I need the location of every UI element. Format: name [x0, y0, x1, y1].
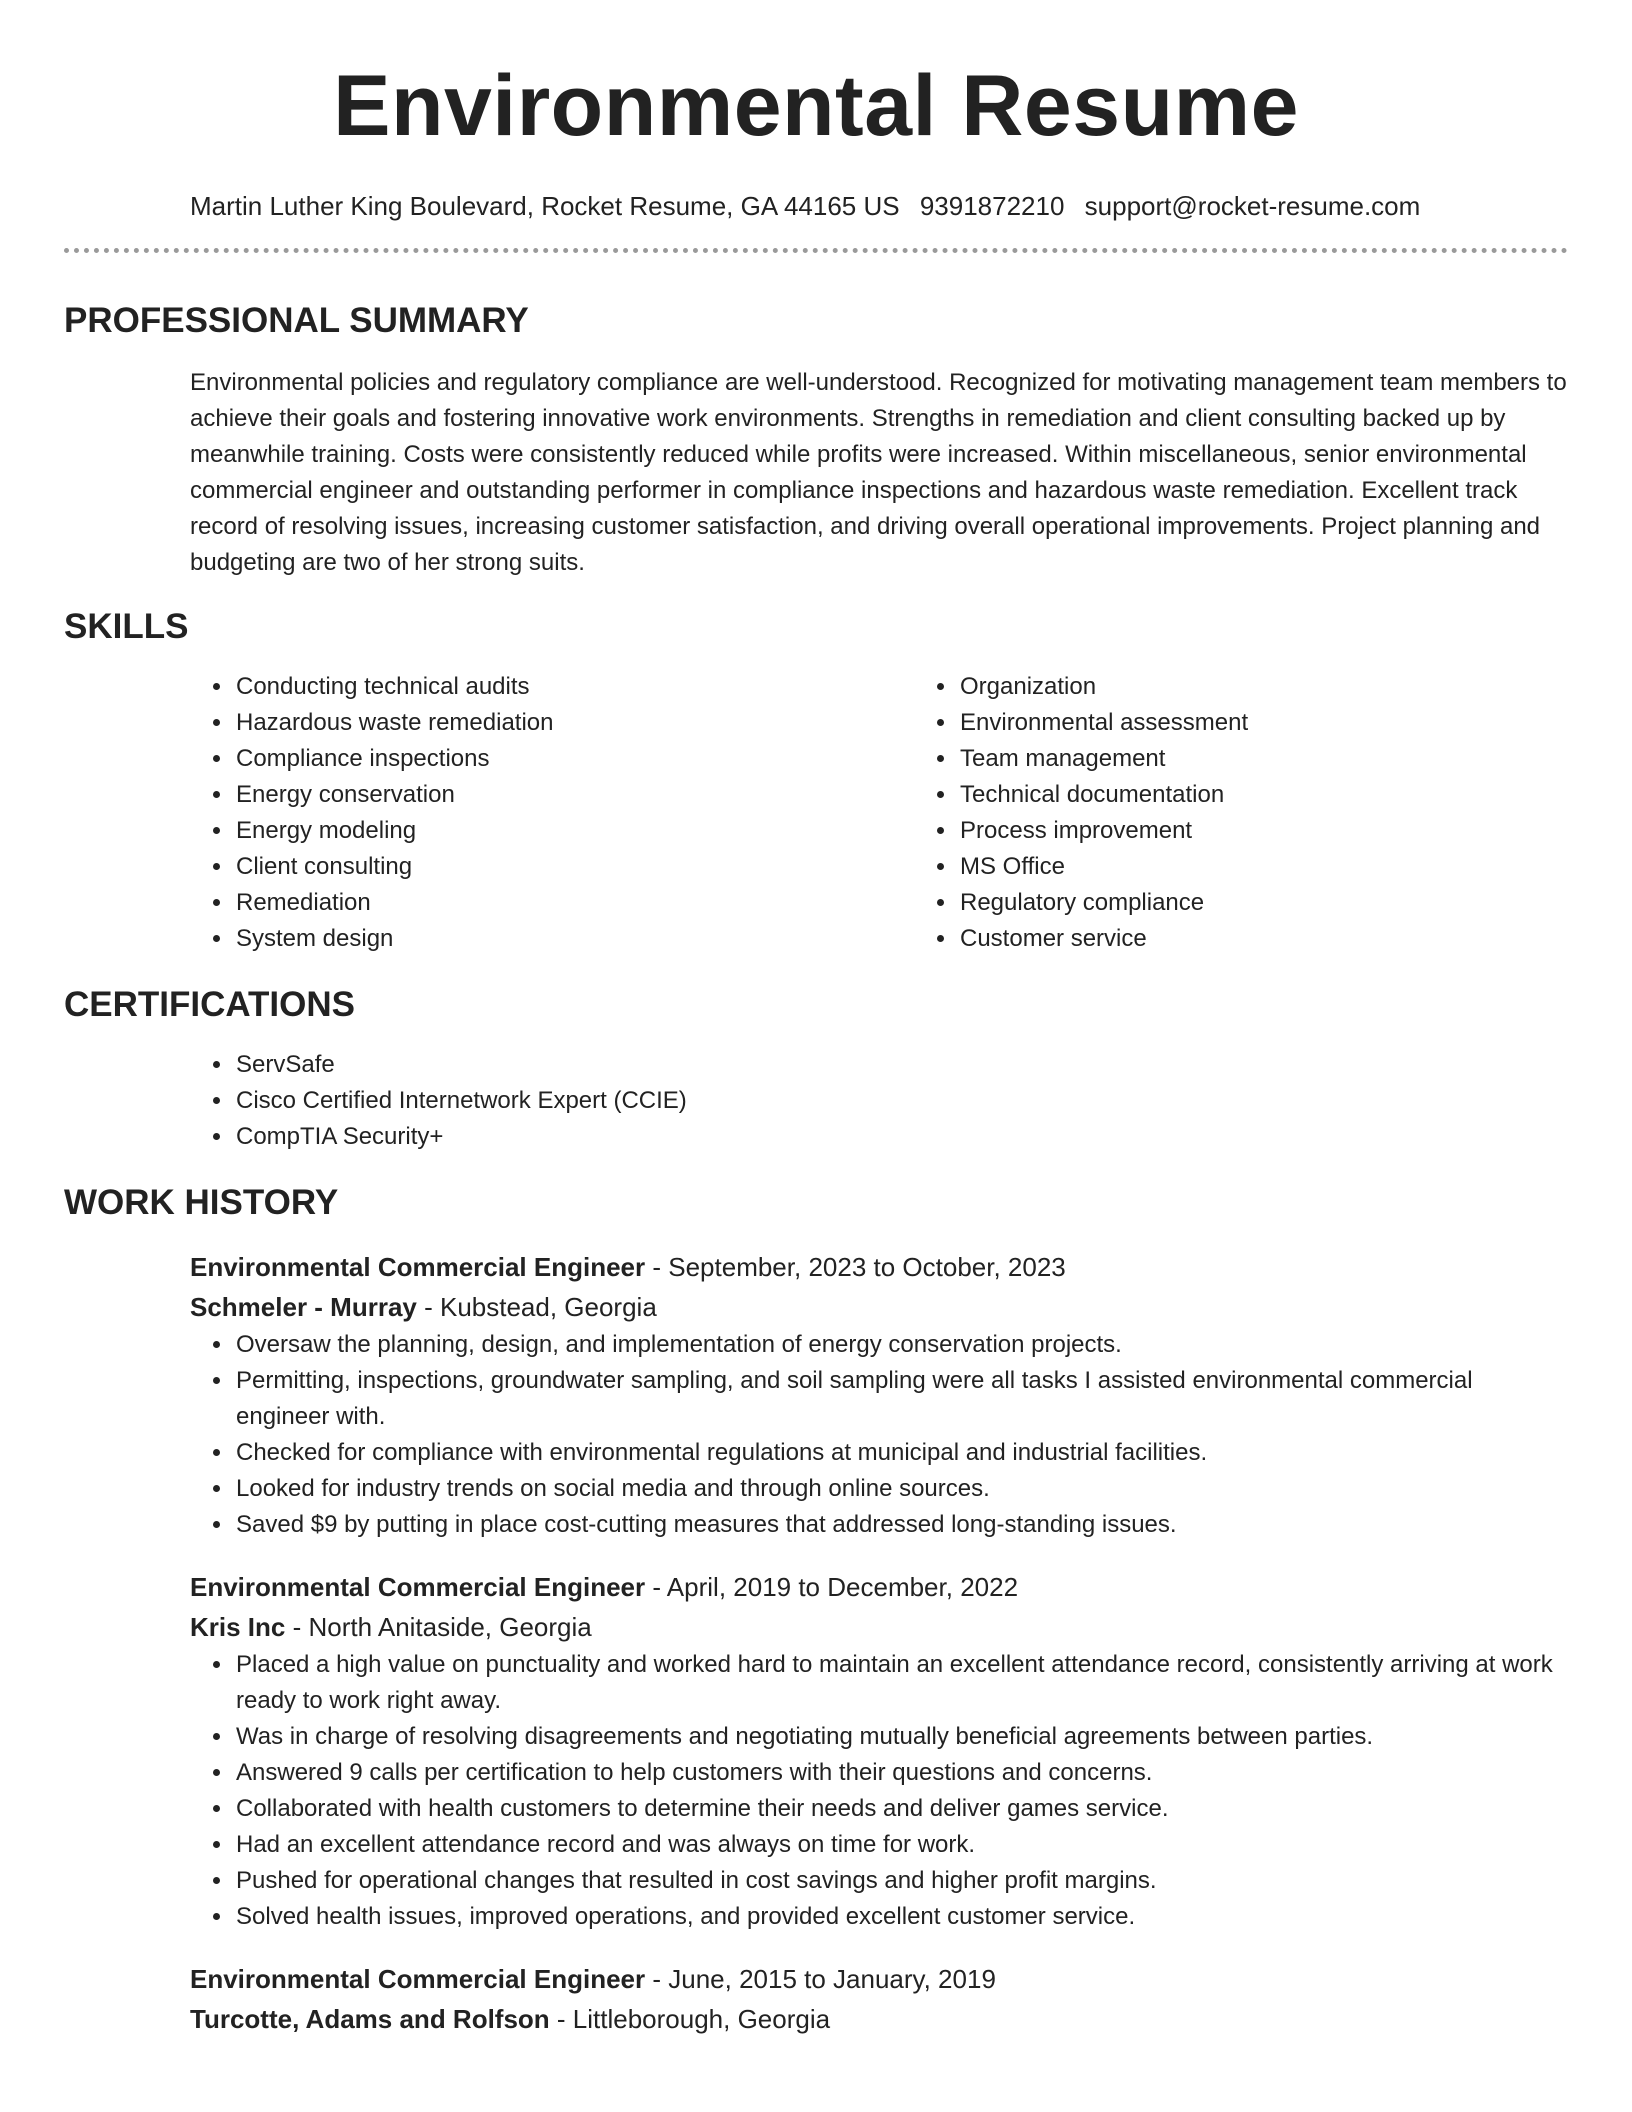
job-bullet: • Saved $9 by putting in place cost-cutting measures that addressed long-standing issues. [234, 1507, 1568, 1543]
skill-item: • Environmental assessment [958, 705, 1558, 741]
job-bullet: • Placed a high value on punctuality and worked hard to maintain an excellent attendance record, consistently arriving at work ready to work right away. [234, 1647, 1568, 1719]
skill-item: • Remediation [234, 885, 914, 921]
skill-item: • Compliance inspections [234, 741, 914, 777]
skill-item: • Energy conservation [234, 777, 914, 813]
job-bullet: • Was in charge of resolving disagreements and negotiating mutually beneficial agreements between parties. [234, 1719, 1568, 1755]
job-entry [64, 1567, 1568, 1935]
header-divider [64, 248, 1568, 253]
job-dates: - April, 2019 to December, 2022 [645, 1572, 1019, 1602]
contact-phone: 9391872210 [919, 191, 1065, 221]
skill-item: • Conducting technical audits [234, 669, 914, 705]
work-section [64, 1181, 1568, 2039]
job-bullet: • Checked for compliance with environmental regulations at municipal and industrial facilities. [234, 1435, 1568, 1471]
job-company: Turcotte, Adams and Rolfson [190, 2004, 550, 2034]
summary-text: Environmental policies and regulatory compliance are well-understood. Recognized for motivating management team members to achieve their goals and fostering innovative work environments. Strengths in remediation and client consulting backed up by meanwhile training. Costs were consistently reduced while profits were increased. Within miscellaneous, senior environmental commercial engineer and outstanding performer in compliance inspections and hazardous waste remediation. Excellent track record of resolving issues, increasing customer satisfaction, and driving overall operational improvements. Project planning and budgeting are two of her strong suits. [190, 369, 1567, 576]
job-bullet: • Had an excellent attendance record and was always on time for work. [234, 1827, 1568, 1863]
certification-item: • Cisco Certified Internetwork Expert (CCIE) [234, 1083, 1568, 1119]
work-title: WORK HISTORY [64, 1183, 339, 1222]
skill-item: • MS Office [958, 849, 1558, 885]
job-title-line [64, 1567, 1568, 1607]
job-bullet: • Oversaw the planning, design, and implementation of energy conservation projects. [234, 1327, 1568, 1363]
job-company: Kris Inc [190, 1612, 286, 1642]
skills-section [64, 605, 1568, 957]
skills-list-left [64, 669, 914, 957]
certifications-title: CERTIFICATIONS [64, 985, 356, 1024]
job-bullets [64, 1327, 1568, 1543]
skill-item: • Team management [958, 741, 1558, 777]
job-location: - Kubstead, Georgia [416, 1292, 657, 1322]
job-company-line [64, 1999, 1568, 2039]
certification-item: • ServSafe [234, 1047, 1568, 1083]
job-entry [64, 1247, 1568, 1543]
contact-email: support@rocket-resume.com [1084, 191, 1421, 221]
job-location: - Littleborough, Georgia [549, 2004, 831, 2034]
certification-item: • CompTIA Security+ [234, 1119, 1568, 1155]
skill-item: • Process improvement [958, 813, 1558, 849]
job-company-line [64, 1287, 1568, 1327]
skill-item: • System design [234, 921, 914, 957]
skills-grid [64, 669, 1568, 957]
job-location: - North Anitaside, Georgia [285, 1612, 592, 1642]
job-dates: - June, 2015 to January, 2019 [645, 1964, 996, 1994]
job-bullet: • Permitting, inspections, groundwater sampling, and soil sampling were all tasks I assisted environmental commercial engineer with. [234, 1363, 1568, 1435]
job-bullet: • Collaborated with health customers to determine their needs and deliver games service. [234, 1791, 1568, 1827]
skills-list-right [914, 669, 1558, 957]
certifications-list [64, 1047, 1568, 1155]
skill-item: • Client consulting [234, 849, 914, 885]
skill-item: • Energy modeling [234, 813, 914, 849]
job-dates: - September, 2023 to October, 2023 [645, 1252, 1066, 1282]
contact-address: Martin Luther King Boulevard, Rocket Resume, GA 44165 US [190, 191, 900, 221]
resume-name: Environmental Resume [333, 58, 1299, 154]
summary-title: PROFESSIONAL SUMMARY [64, 301, 529, 340]
job-company-line [64, 1607, 1568, 1647]
summary-section [64, 299, 1568, 581]
skill-item: • Customer service [958, 921, 1558, 957]
job-entry [64, 1959, 1568, 2039]
job-bullet: • Looked for industry trends on social media and through online sources. [234, 1471, 1568, 1507]
job-title-line [64, 1959, 1568, 1999]
skill-item: • Technical documentation [958, 777, 1558, 813]
job-bullet: • Pushed for operational changes that resulted in cost savings and higher profit margins. [234, 1863, 1568, 1899]
skill-item: • Regulatory compliance [958, 885, 1558, 921]
skill-item: • Organization [958, 669, 1558, 705]
certifications-section [64, 983, 1568, 1155]
job-bullet: • Solved health issues, improved operations, and provided excellent customer service. [234, 1899, 1568, 1935]
contact-line [64, 190, 1568, 222]
skill-item: • Hazardous waste remediation [234, 705, 914, 741]
job-role: Environmental Commercial Engineer [190, 1964, 646, 1994]
job-title-line [64, 1247, 1568, 1287]
job-role: Environmental Commercial Engineer [190, 1572, 646, 1602]
job-bullet: • Answered 9 calls per certification to help customers with their questions and concerns. [234, 1755, 1568, 1791]
skills-title: SKILLS [64, 607, 189, 646]
job-bullets [64, 1647, 1568, 1935]
job-company: Schmeler - Murray [190, 1292, 417, 1322]
job-role: Environmental Commercial Engineer [190, 1252, 646, 1282]
